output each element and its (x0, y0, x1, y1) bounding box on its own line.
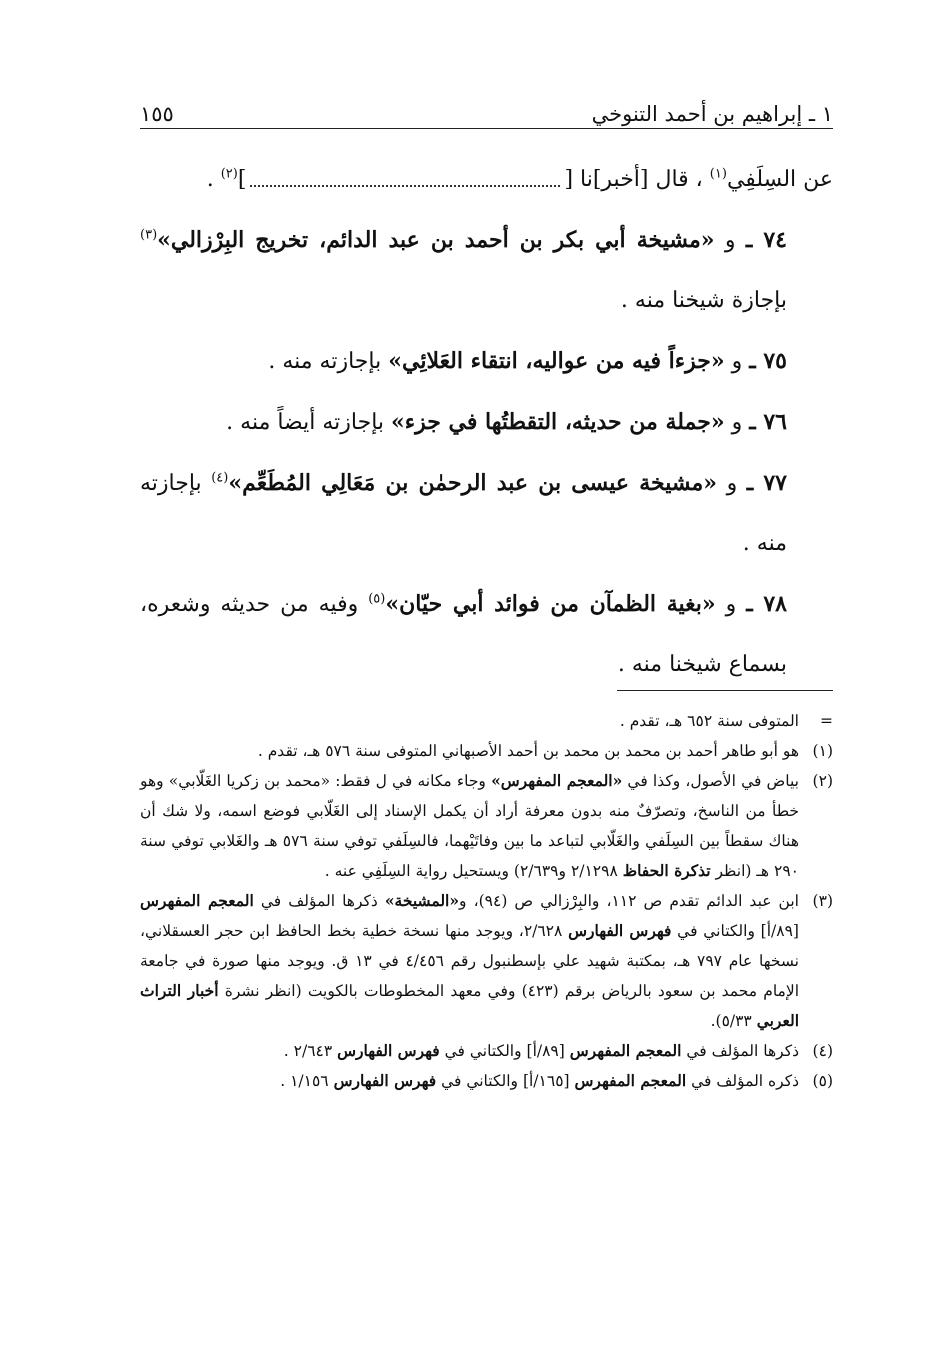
footnote-1: (١) هو أبو طاهر أحمد بن محمد بن محمد بن أحمد الأصبهاني المتوفى سنة ٥٧٦ هـ، تقدم . (257, 742, 833, 760)
page-header (140, 86, 833, 126)
continuation-line: عن السِلَفِي$^{(١)}$ ، قال [أخبر]نا []$^{(٢)}$ . (206, 166, 833, 192)
lacuna-dots (250, 173, 560, 187)
footnote-3: (٣) ابن عبد الدائم تقدم ص ١١٢، والبِرْزالي ص (٩٤)، و«المشيخة» ذكرها المؤلف في المعجم المفهرس [٨٩/أ] والكتاني في فهرس الفهارس ٢/٦٢٨، ويوجد منها نسخة خطية بخط الحافظ ابن حجر العسقلاني، نسخها عام ٧٩٧ هـ، بمكتبة شهيد علي بإسطنبول رقم ٤/٤٥٦ في ١٣ ق. ويوجد منها صورة في جامعة الإمام محمد بن سعود بالرياض برقم (٤٢٣) وفي معهد المخطوطات بالكويت (انظر نشرة أخبار التراث العربي ٥/٣٣). (140, 891, 833, 1030)
main-text (140, 150, 833, 695)
footnote-2: (٢) بياض في الأصول، وكذا في «المعجم المفهرس» وجاء مكانه في ل فقط: «محمد بن زكريا الغَلّابي» وهو خطأ من الناسخ، وتصرّفٌ منه بدون معرفة أراد أن يكمل الإسناد إلى الغَلّابي فوضع اسمه، ولا شك أن هناك سقطاً بين السِلَفي والغَلّابي لتباعد ما بين وفاتَيْهما، فالسِلَفي توفي سنة ٥٧٦ هـ والغَلابي توفي سنة ٢٩٠ هـ (انظر تذكرة الحفاظ ٢/١٢٩٨ و٢/٦٣٩) ويستحيل رواية السِلَفِي عنه . (140, 771, 833, 880)
entry-76: ٧٦ ـ و «جملة من حديثه، التقطتُها في جزء» بإجازته أيضاً منه . (226, 409, 787, 435)
entry-75: ٧٥ ـ و «جزءاً فيه من عواليه، انتقاء العَلائِي» بإجازته منه . (268, 348, 787, 374)
running-title: ١ ـ إبراهيم بن أحمد التنوخي (591, 102, 833, 126)
footnote-4: (٤) ذكرها المؤلف في المعجم المفهرس [٨٩/أ] والكتاني في فهرس الفهارس ٢/٦٤٣ . (283, 1041, 833, 1060)
entry-77: ٧٧ ـ و «مشيخة عيسى بن عبد الرحمٰن بن مَعَالِي المُطَعِّم»$^{(٤)}$ بإجازته منه . (140, 470, 787, 556)
footnote-rule (617, 690, 833, 691)
footnote-continued: = المتوفى سنة ٦٥٢ هـ، تقدم . (619, 712, 833, 730)
footnote-5: (٥) ذكره المؤلف في المعجم المفهرس [١٦٥/أ] والكتاني في فهرس الفهارس ١/١٥٦ . (280, 1071, 833, 1090)
entry-74: ٧٤ ـ و «مشيخة أبي بكر بن أحمد بن عبد الدائم، تخريج البِرْزالي»$^{(٣)}$ بإجازة شيخنا منه . (140, 227, 787, 313)
footnotes (140, 706, 833, 1096)
page-number: ١٥٥ (140, 102, 174, 126)
header-rule (140, 128, 833, 129)
entry-78: ٧٨ ـ و «بغية الظمآن من فوائد أبي حيّان»$^{(٥)}$ وفيه من حديثه وشعره، بسماع شيخنا منه . (140, 591, 787, 677)
